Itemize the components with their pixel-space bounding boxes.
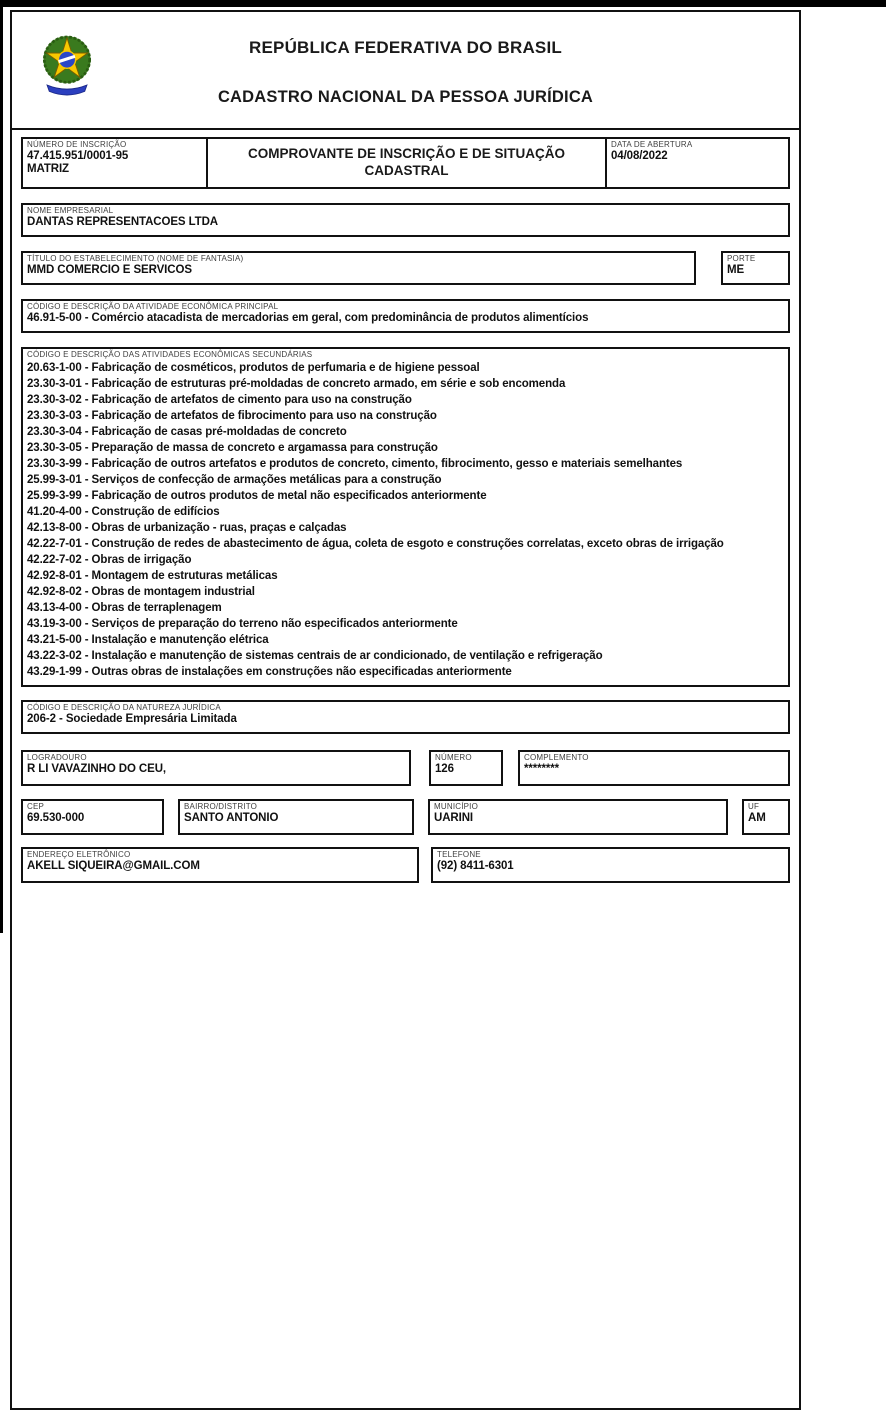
row-contato [21,847,790,883]
activity-line: 23.30-3-02 - Fabricação de artefatos de cimento para uso na construção [27,394,412,406]
field-value: AM [748,812,766,824]
row-nome-empresarial [21,203,790,237]
field-bairro [178,799,414,835]
field-value: AKELL SIQUEIRA@GMAIL.COM [27,860,200,872]
activity-line: 43.29-1-99 - Outras obras de instalações em construções não especificadas anteriormente [27,666,512,678]
activity-line: 42.92-8-01 - Montagem de estruturas metálicas [27,570,278,582]
activity-line: 43.13-4-00 - Obras de terraplenagem [27,602,222,614]
activity-line: 23.30-3-05 - Preparação de massa de concreto e argamassa para construção [27,442,438,454]
field-label: NÚMERO [435,753,472,762]
field-value: 47.415.951/0001-95 [27,150,129,162]
field-label: DATA DE ABERTURA [611,140,693,149]
field-value: 69.530-000 [27,812,85,824]
document-body [12,130,799,883]
row-cep-municipio [21,799,790,835]
activity-line: 23.30-3-04 - Fabricação de casas pré-moldadas de concreto [27,426,347,438]
field-value: MMD COMERCIO E SERVICOS [27,264,192,276]
activity-line: 43.22-3-02 - Instalação e manutenção de sistemas centrais de ar condicionado, de ventilação e refrigeração [27,650,603,662]
field-value: UARINI [434,812,474,824]
activity-line: 41.20-4-00 - Construção de edifícios [27,506,220,518]
field-uf [742,799,790,835]
activity-line: 42.22-7-01 - Construção de redes de abastecimento de água, coleta de esgoto e construções correlatas, exceto obras de irrigação [27,538,724,550]
brazil-coat-of-arms-icon [38,32,96,105]
row-inscricao [21,137,790,189]
row-atividade-principal [21,299,790,333]
field-label: NOME EMPRESARIAL [27,206,114,215]
field-value: SANTO ANTONIO [184,812,279,824]
document-header [12,12,799,130]
field-label: COMPLEMENTO [524,753,589,762]
field-email [21,847,419,883]
field-label: CEP [27,802,45,811]
field-label: NÚMERO DE INSCRIÇÃO [27,140,127,149]
field-nome-empresarial [21,203,790,237]
field-numero-inscricao [21,137,208,189]
field-value: 04/08/2022 [611,150,668,162]
row-fantasia-porte [21,251,790,285]
field-value: 126 [435,763,454,775]
field-value: DANTAS REPRESENTACOES LTDA [27,216,218,228]
field-atividade-principal [21,299,790,333]
field-municipio [428,799,728,835]
field-label: UF [748,802,760,811]
row-endereco [21,750,790,786]
window-frame-left [0,0,3,933]
activity-line: 20.63-1-00 - Fabricação de cosméticos, produtos de perfumaria e de higiene pessoal [27,362,480,374]
cnpj-registry-title: CADASTRO NACIONAL DA PESSOA JURÍDICA [217,88,594,106]
field-nome-fantasia [21,251,696,285]
certificate-title: COMPROVANTE DE INSCRIÇÃO E DE SITUAÇÃO CADASTRAL [247,146,566,178]
field-natureza-juridica [21,700,790,734]
activity-line: 43.19-3-00 - Serviços de preparação do terreno não especificados anteriormente [27,618,458,630]
field-label: TÍTULO DO ESTABELECIMENTO (NOME DE FANTASIA) [27,254,244,263]
field-data-abertura [605,137,790,189]
field-label: MUNICÍPIO [434,802,479,811]
field-label: CÓDIGO E DESCRIÇÃO DA ATIVIDADE ECONÔMICA PRINCIPAL [27,302,279,311]
secondary-activities-list [27,360,784,680]
field-logradouro [21,750,411,786]
field-value: ME [727,264,745,276]
field-value: 46.91-5-00 - Comércio atacadista de mercadorias em geral, com predominância de produtos alimentícios [27,312,589,324]
field-label: BAIRRO/DISTRITO [184,802,258,811]
activity-line: 42.22-7-02 - Obras de irrigação [27,554,192,566]
matriz-flag: MATRIZ [27,163,69,175]
field-value: 206-2 - Sociedade Empresária Limitada [27,713,237,725]
field-porte [721,251,790,285]
activity-line: 42.92-8-02 - Obras de montagem industrial [27,586,255,598]
republic-title: REPÚBLICA FEDERATIVA DO BRASIL [249,38,562,57]
activity-line: 23.30-3-01 - Fabricação de estruturas pré-moldadas de concreto armado, em série e sob encomenda [27,378,566,390]
field-numero [429,750,503,786]
field-atividades-secundarias [21,347,790,687]
field-value: (92) 8411-6301 [437,860,514,872]
activity-line: 23.30-3-03 - Fabricação de artefatos de fibrocimento para uso na construção [27,410,437,422]
field-label: CÓDIGO E DESCRIÇÃO DAS ATIVIDADES ECONÔMICAS SECUNDÁRIAS [27,350,313,359]
activity-line: 25.99-3-99 - Fabricação de outros produtos de metal não especificados anteriormente [27,490,487,502]
field-telefone [431,847,790,883]
field-label: ENDEREÇO ELETRÔNICO [27,850,131,859]
field-value: ******** [524,763,560,775]
field-label: CÓDIGO E DESCRIÇÃO DA NATUREZA JURÍDICA [27,703,221,712]
activity-line: 43.21-5-00 - Instalação e manutenção elétrica [27,634,269,646]
field-label: PORTE [727,254,756,263]
field-value: R LI VAVAZINHO DO CEU, [27,763,166,775]
field-complemento [518,750,790,786]
row-natureza-juridica [21,700,790,734]
row-atividades-secundarias [21,347,790,687]
field-cep [21,799,164,835]
activity-line: 23.30-3-99 - Fabricação de outros artefatos e produtos de concreto, cimento, fibrocimento, gesso e materiais semelhantes [27,458,683,470]
window-frame-top [0,0,886,7]
field-label: TELEFONE [437,850,481,859]
activity-line: 25.99-3-01 - Serviços de confecção de armações metálicas para a construção [27,474,442,486]
cnpj-document-page [10,10,801,1410]
activity-line: 42.13-8-00 - Obras de urbanização - ruas, praças e calçadas [27,522,347,534]
certificate-title-box [206,137,607,189]
field-label: LOGRADOURO [27,753,87,762]
